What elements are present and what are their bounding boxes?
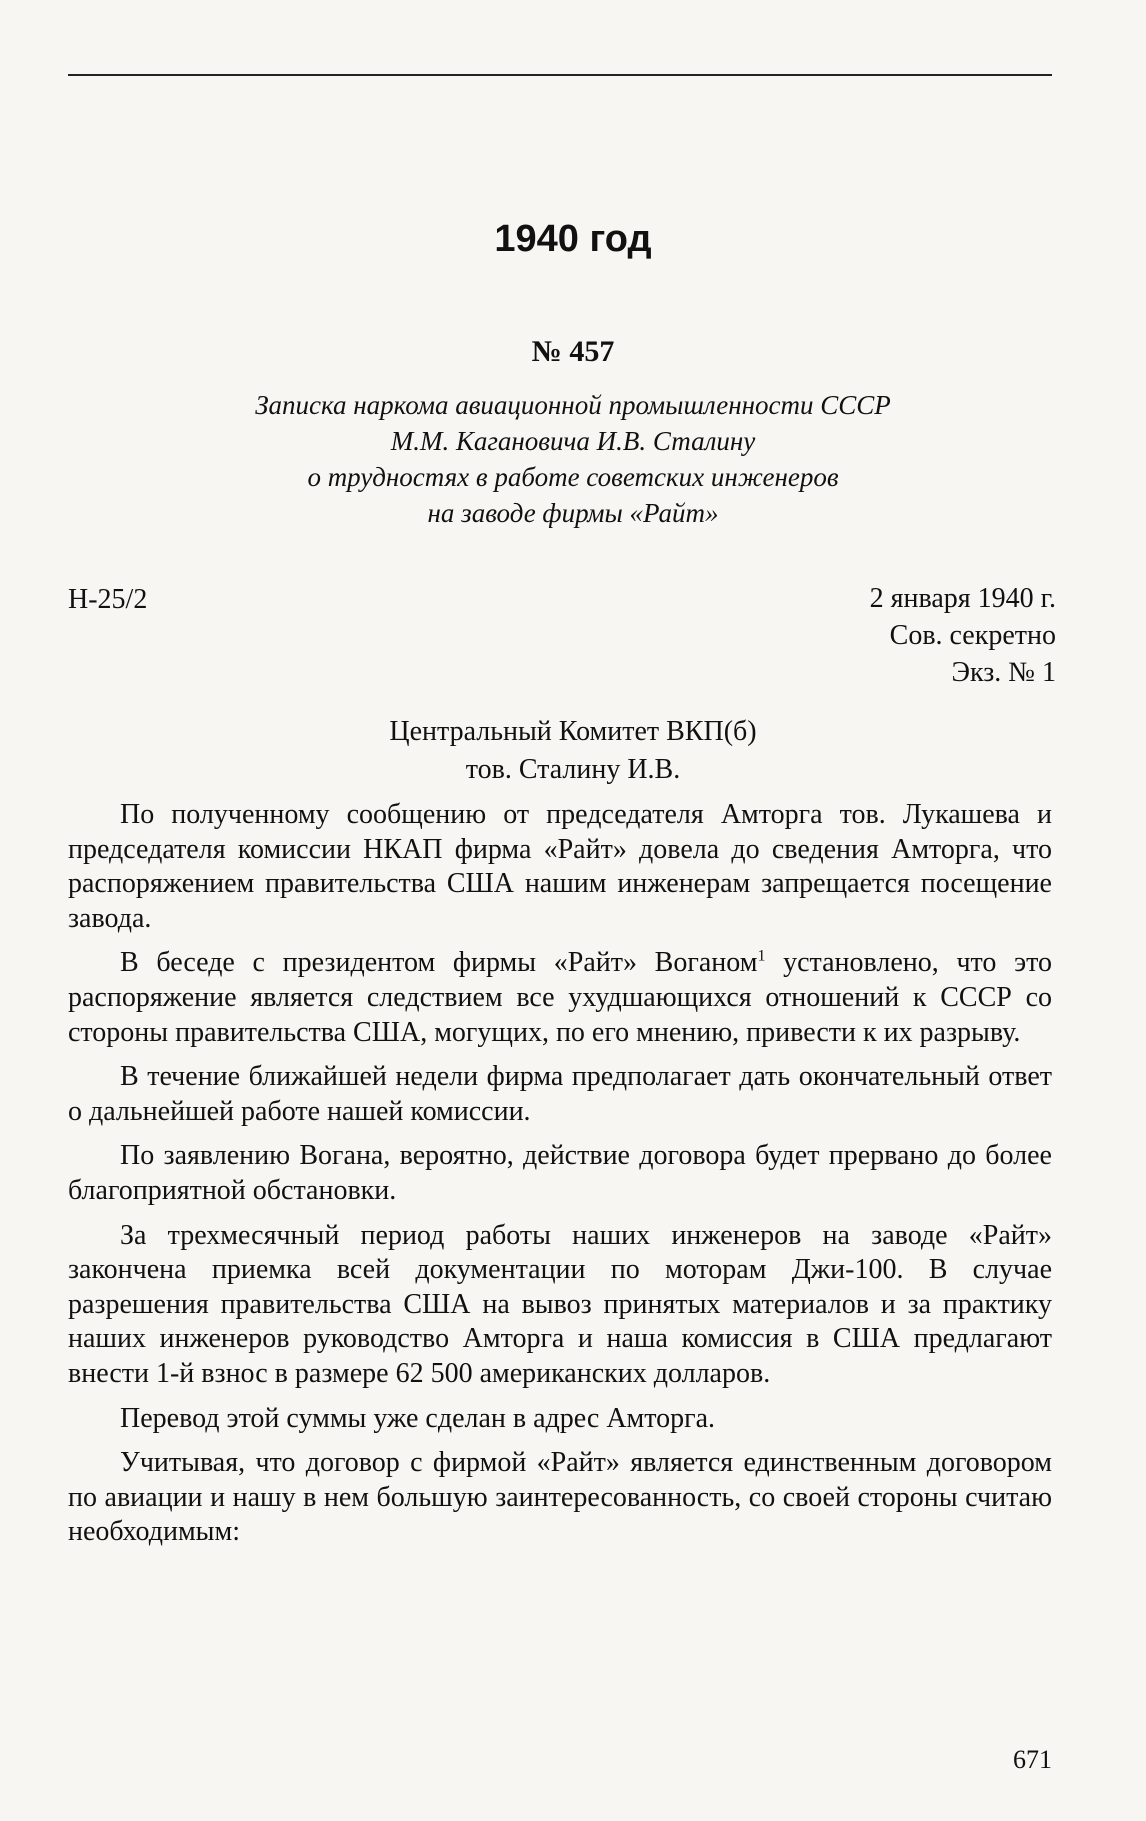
- footnote-marker: 1: [757, 948, 766, 966]
- document-date: 2 января 1940 г.: [869, 583, 1056, 614]
- document-title: [60, 387, 1086, 531]
- document-number: № 457: [531, 335, 615, 368]
- title-line: на заводе фирмы «Райт»: [427, 498, 719, 528]
- document-meta: [870, 580, 1056, 691]
- paragraph-text: В беседе с президентом фирмы «Райт» Воганом: [120, 947, 758, 979]
- paragraph: В течение ближайшей недели фирма предполагает дать окончательный ответ о дальнейшей работе нашей комиссии.: [68, 1061, 1052, 1127]
- copy-number: Экз. № 1: [951, 657, 1056, 688]
- paragraph: [68, 946, 1052, 1050]
- year-heading: 1940 год: [494, 218, 652, 260]
- page-number: 671: [1013, 1745, 1052, 1774]
- addressee: [0, 713, 1146, 789]
- document-body: [68, 798, 1052, 1560]
- title-line: М.М. Кагановича И.В. Сталину: [390, 426, 756, 456]
- paragraph: Учитывая, что договор с фирмой «Райт» является единственным договором по авиации и нашу в нем большую заинтересованность, со своей стороны считаю необходимым:: [68, 1447, 1052, 1548]
- title-line: о трудностях в работе советских инженеров: [307, 462, 839, 492]
- paragraph: По заявлению Вогана, вероятно, действие договора будет прервано до более благоприятной обстановки.: [68, 1140, 1052, 1206]
- paragraph: По полученному сообщению от председателя Амторга тов. Лукашева и председателя комиссии НКАП фирма «Райт» довела до сведения Амторга, что распоряжением правительства США нашим инженерам запрещается посещение завода.: [68, 799, 1052, 934]
- classification-stamp: Сов. секретно: [889, 620, 1056, 651]
- title-line: Записка наркома авиационной промышленности СССР: [255, 390, 891, 420]
- addressee-person: тов. Сталину И.В.: [465, 754, 681, 785]
- paragraph: Перевод этой суммы уже сделан в адрес Амторга.: [120, 1402, 716, 1434]
- addressee-organization: Центральный Комитет ВКП(б): [389, 716, 757, 747]
- paragraph-text: установлено, что это распоряжение является следствием все ухудшающихся отношений к СССР со стороны правительства США, могущих, по его мнению, привести к их разрыву.: [68, 947, 1052, 1048]
- paragraph: За трехмесячный период работы наших инженеров на заводе «Райт» закончена приемка всей документации по моторам Джи-100. В случае разрешения правительства США на вывоз принятых материалов и за практику наших инженеров руководство Амторга и наша комиссия в США предлагают внести 1-й взнос в размере 62 500 американских долларов.: [68, 1219, 1052, 1389]
- reference-code: Н-25/2: [68, 584, 148, 615]
- top-rule: [68, 74, 1052, 76]
